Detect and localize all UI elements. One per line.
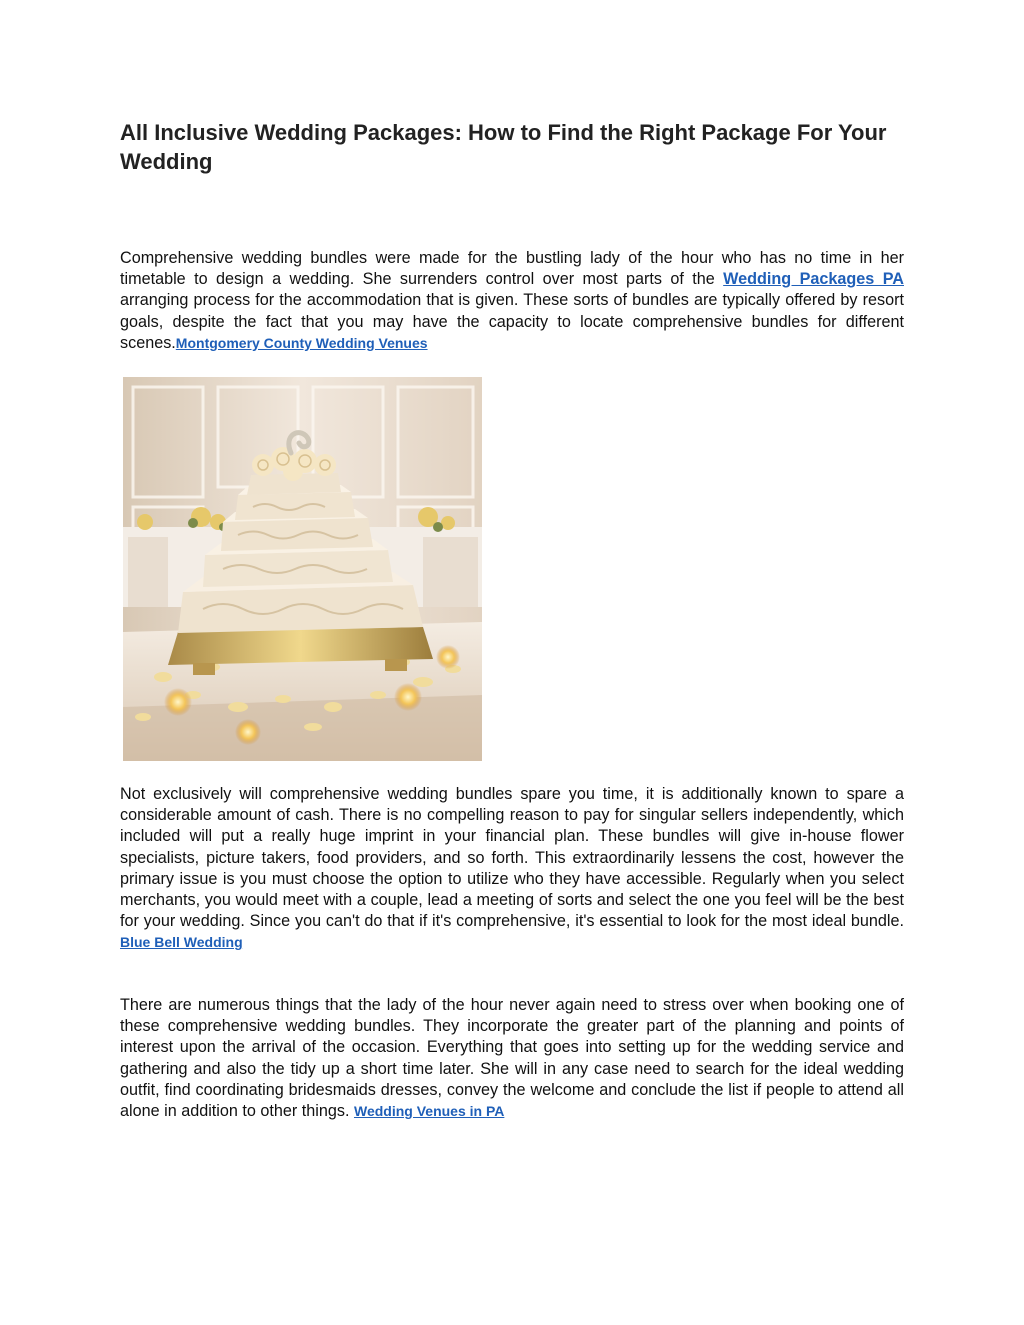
paragraph-intro-text-a: Comprehensive wedding bundles were made for the bustling lady of the hour who has no time in her timetable to design a wedding. She surrenders control over most parts of the bbox=[120, 249, 904, 289]
paragraph-savings bbox=[120, 784, 904, 954]
paragraph-intro-text-b: arranging process for the accommodation that is given. These sorts of bundles are typically offered by resort goals, despite the fact that you may have the capacity to locate comprehensive bundles for different scenes. bbox=[120, 291, 904, 352]
paragraph-savings-text: Not exclusively will comprehensive wedding bundles spare you time, it is additionally known to spare a considerable amount of cash. There is no compelling reason to pay for singular sellers independently, which included will put a really huge imprint in your financial plan. These bundles will give in-house flower specialists, picture takers, food providers, and so forth. This extraordinarily lessens the cost, however the primary issue is you must choose the option to utilize who they have accessible. Regularly when you select merchants, you would meet with a couple, lead a meeting of sorts and select the one you feel will be the best for your wedding. Since you can't do that if it's comprehensive, it's essential to look for the most ideal bundle. bbox=[120, 785, 904, 931]
montgomery-county-wedding-venues-link[interactable]: Montgomery County Wedding Venues bbox=[175, 334, 428, 351]
wedding-cake-photo bbox=[123, 377, 482, 761]
page-title: All Inclusive Wedding Packages: How to Find the Right Package For Your Wedding bbox=[120, 120, 887, 174]
paragraph-planning-text: There are numerous things that the lady of the hour never again need to stress over when booking one of these comprehensive wedding bundles. They incorporate the greater part of the planning and points of interest upon the arrival of the occasion. Everything that goes into setting up for the wedding service and gathering and also the tidy up a short time later. She will in any case need to search for the ideal wedding outfit, find coordinating bridesmaids dresses, convey the welcome and conclude the list if people to attend all alone in addition to other things. bbox=[120, 996, 904, 1121]
blue-bell-wedding-link[interactable]: Blue Bell Wedding bbox=[120, 934, 243, 951]
wedding-venues-in-pa-link[interactable]: Wedding Venues in PA bbox=[353, 1103, 505, 1120]
wedding-packages-pa-link[interactable]: Wedding Packages PA bbox=[723, 270, 904, 289]
paragraph-planning bbox=[120, 995, 904, 1122]
paragraph-intro bbox=[120, 248, 904, 354]
